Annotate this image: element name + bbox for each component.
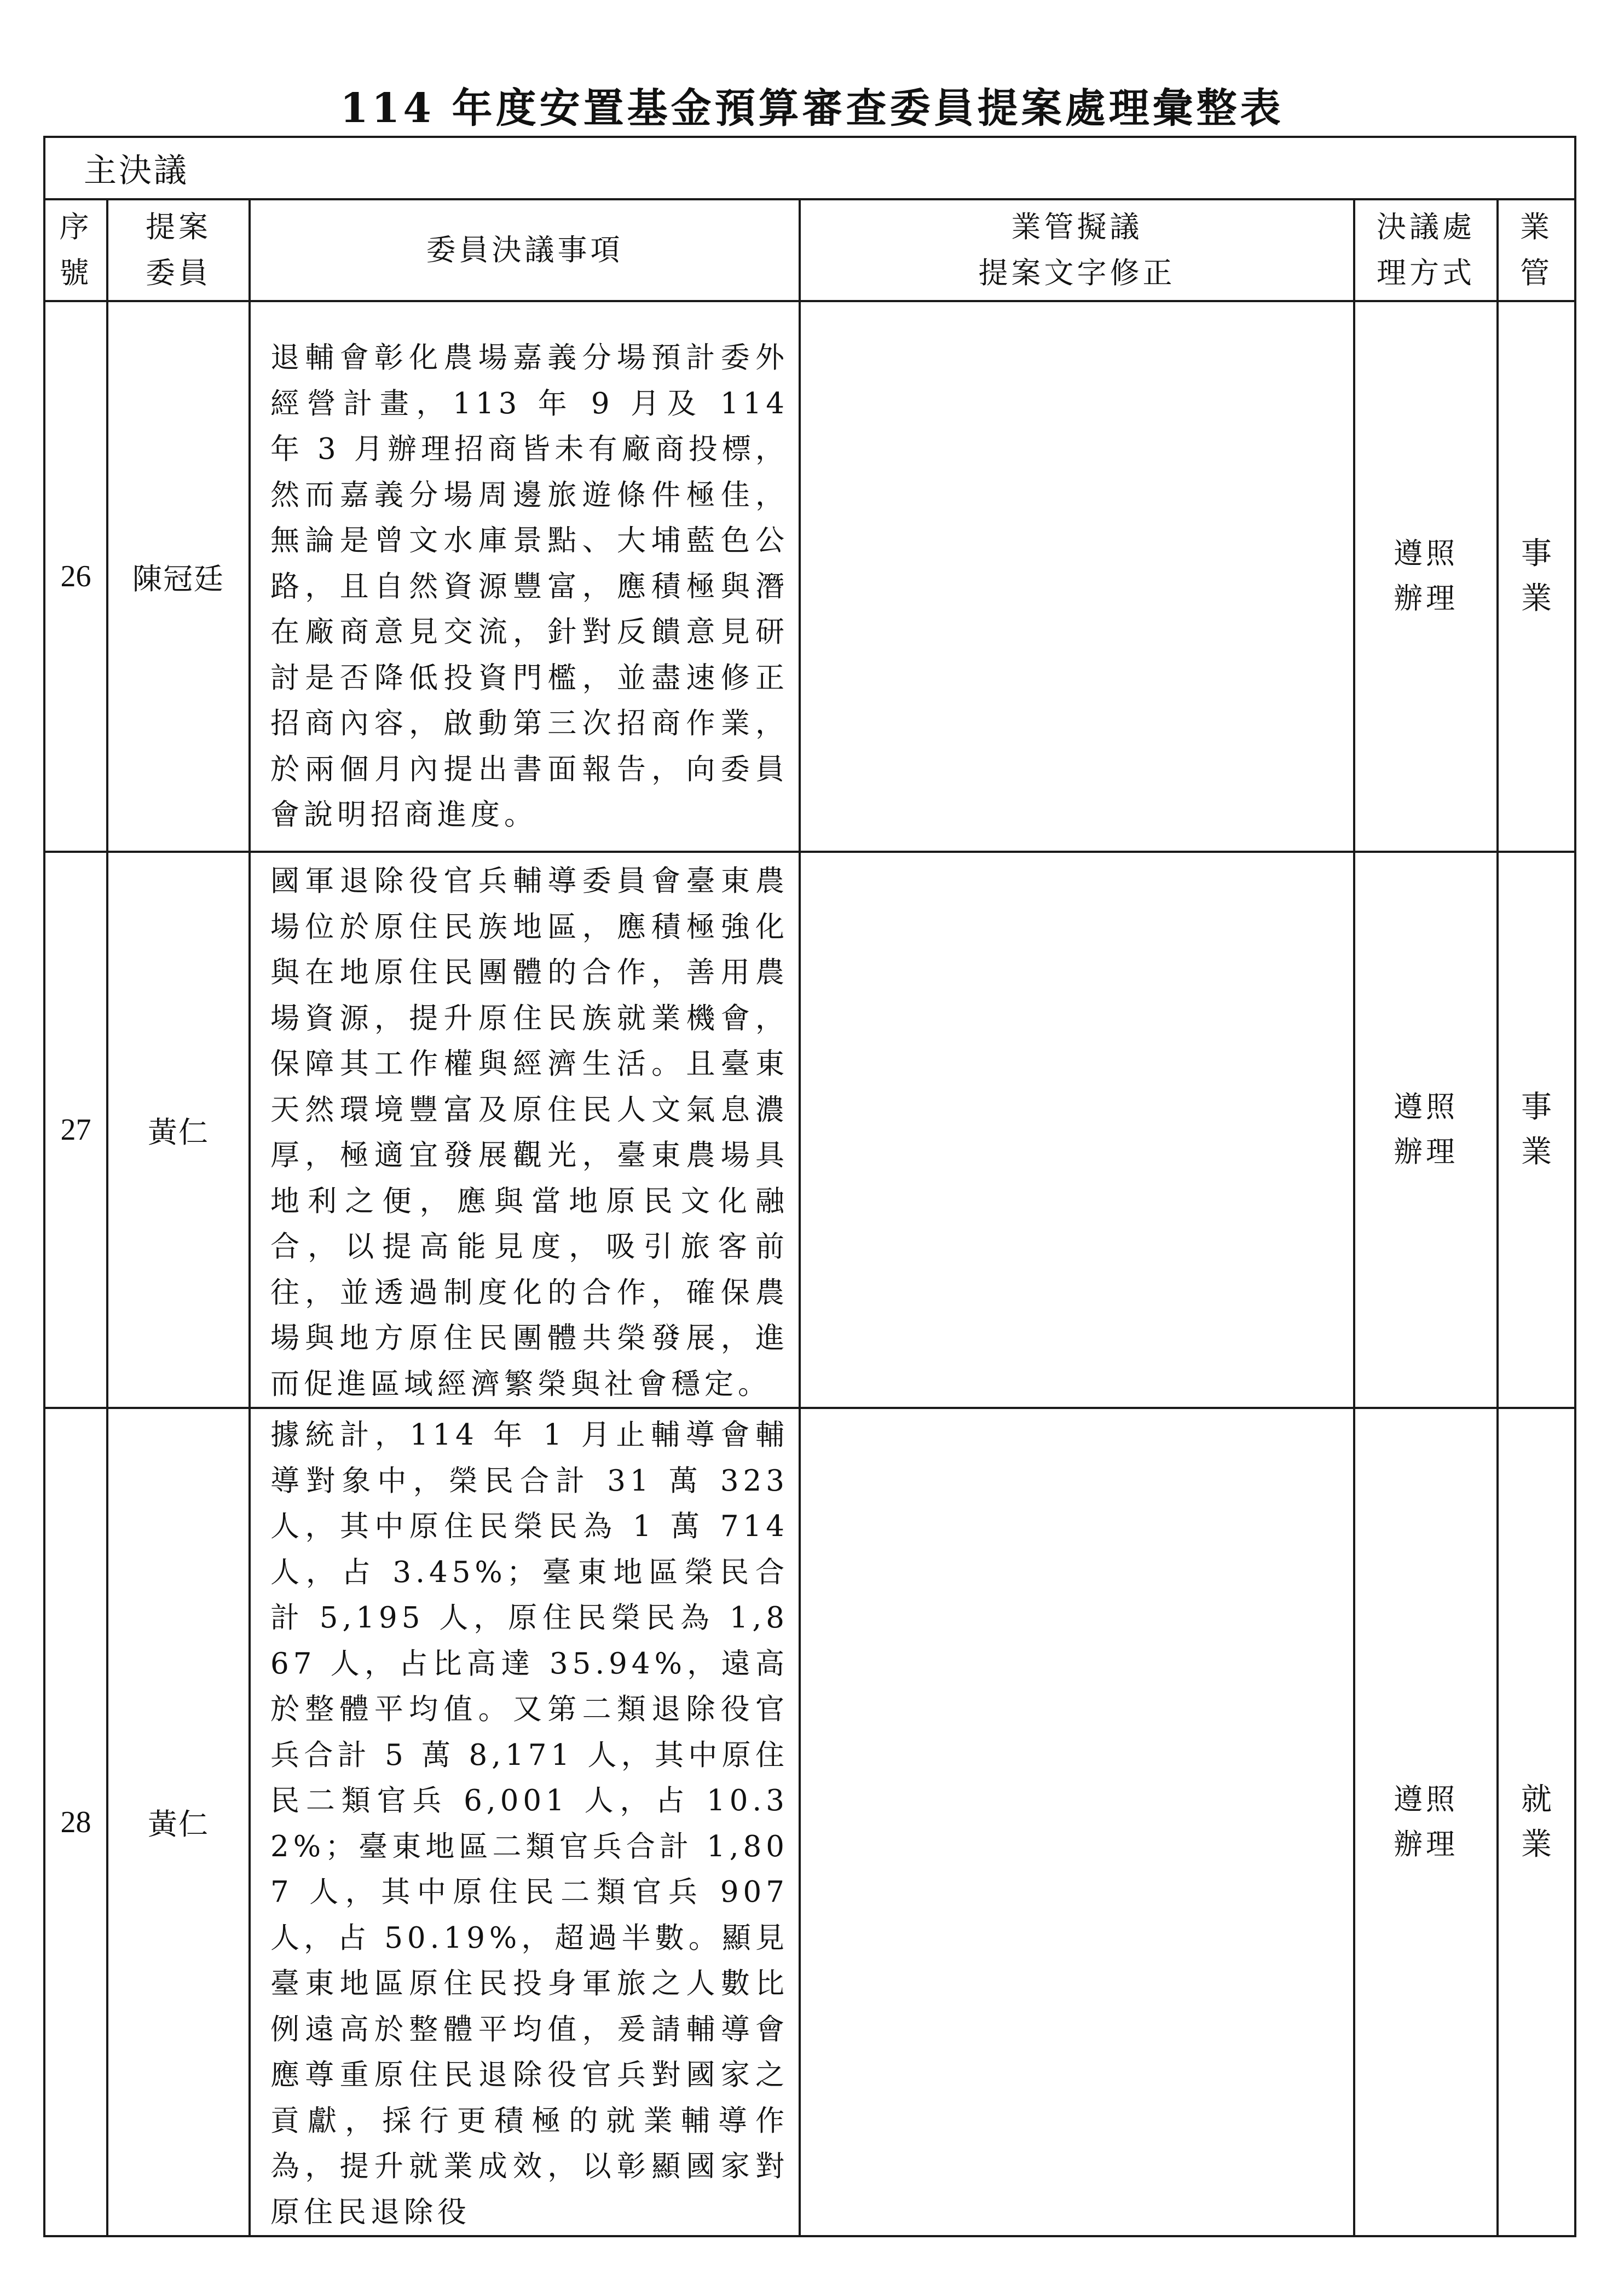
row-handling: 遵照 辦理 [1354,1408,1498,2236]
table-row [44,852,1575,1408]
row-manager: 就 業 [1498,1408,1575,2236]
row-proposer: 黃仁 [107,1408,250,2236]
row-resolution: 退輔會彰化農場嘉義分場預計委外經營計畫，113 年 9 月及 114 年 3 月辦理招商皆未有廠商投標，然而嘉義分場周邊旅遊條件極佳，無論是曾文水庫景點、大埔藍色公路，且自然資源豐富，應積極與潛在廠商意見交流，針對反饋意見研討是否降低投資門檻，並盡速修正招商內容，啟動第三次招商作業，於兩個月內提出書面報告，向委員會說明招商進度。 [250,301,800,852]
table-row [44,1408,1575,2236]
row-seq: 26 [44,301,107,852]
row-handling: 遵照 辦理 [1354,852,1498,1408]
row-seq: 28 [44,1408,107,2236]
row-manager: 事 業 [1498,852,1575,1408]
header-row [44,199,1575,301]
row-proposer: 陳冠廷 [107,301,250,852]
page-title: 114 年度安置基金預算審查委員提案處理彙整表 [340,85,1284,132]
row-seq: 27 [44,852,107,1408]
header-seq: 序 號 [44,199,107,301]
proposal-table [43,136,1576,2237]
header-handling: 決議處 理方式 [1354,199,1498,301]
header-resolution: 委員決議事項 [250,199,800,301]
header-agency: 業管擬議 提案文字修正 [800,199,1354,301]
header-proposer: 提案 委員 [107,199,250,301]
section-title: 主決議 [44,137,1575,199]
row-agency [800,1408,1354,2236]
row-handling: 遵照 辦理 [1354,301,1498,852]
row-proposer: 黃仁 [107,852,250,1408]
row-agency [800,852,1354,1408]
row-resolution: 國軍退除役官兵輔導委員會臺東農場位於原住民族地區，應積極強化與在地原住民團體的合作，善用農場資源，提升原住民族就業機會，保障其工作權與經濟生活。且臺東天然環境豐富及原住民人文氣息濃厚，極適宜發展觀光，臺東農場具地利之便，應與當地原民文化融合，以提高能見度，吸引旅客前往，並透過制度化的合作，確保農場與地方原住民團體共榮發展，進而促進區域經濟繁榮與社會穩定。 [250,852,800,1408]
section-row [44,137,1575,199]
row-resolution: 據統計，114 年 1 月止輔導會輔導對象中，榮民合計 31 萬 323 人，其中原住民榮民為 1 萬 714 人，占 3.45%；臺東地區榮民合計 5,195 人，原住民榮民為 1,867 人，占比高達 35.94%，遠高於整體平均值。又第二類退除役官兵合計 5 萬 8,171 人，其中原住民二類官兵 6,001 人，占 10.32%；臺東地區二類官兵合計 1,807 人，其中原住民二類官兵 907 人，占 50.19%，超過半數。顯見臺東地區原住民投身軍旅之人數比例遠高於整體平均值，爰請輔導會應尊重原住民退除役官兵對國家之貢獻，採行更積極的就業輔導作為，提升就業成效，以彰顯國家對原住民退除役 [250,1408,800,2236]
header-manager: 業 管 [1498,199,1575,301]
table-row [44,301,1575,852]
row-manager: 事 業 [1498,301,1575,852]
row-agency [800,301,1354,852]
